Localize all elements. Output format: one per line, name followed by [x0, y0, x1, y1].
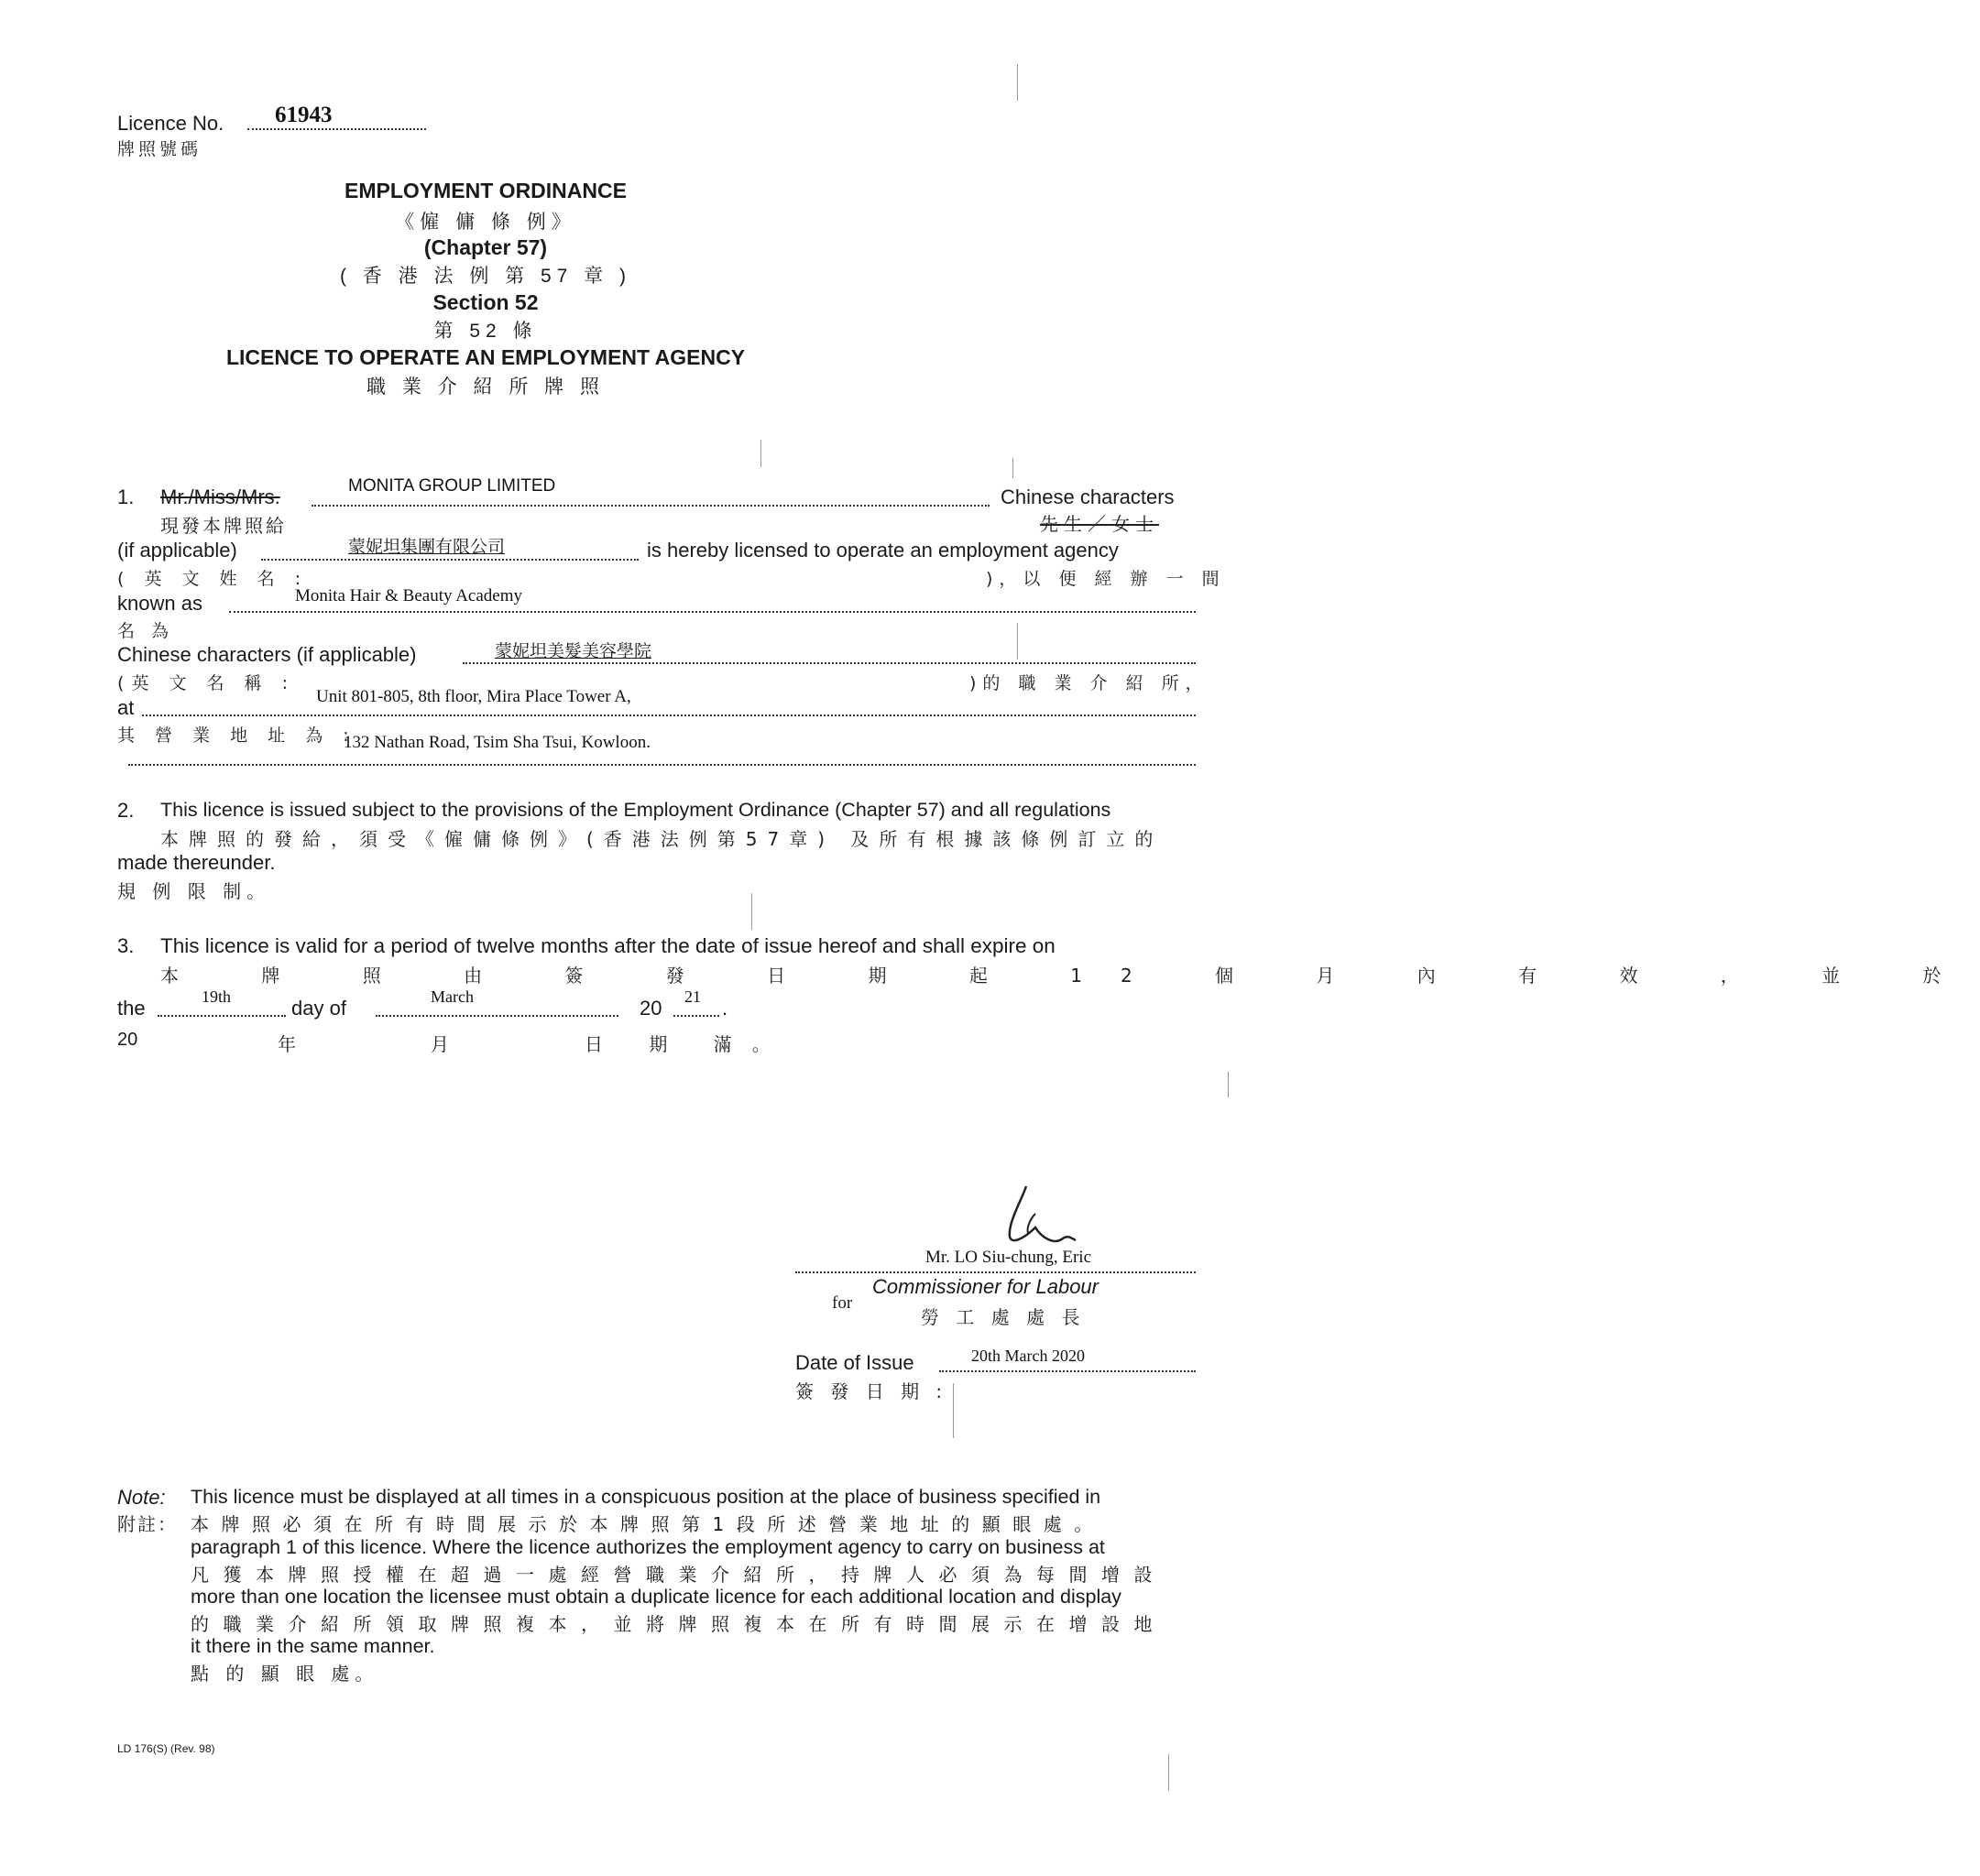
- section-title-zh: 第 52 條: [433, 321, 538, 342]
- chinese-agency-dotted-line: [463, 662, 1196, 664]
- expiry-period: .: [722, 997, 728, 1020]
- chinese-characters-label: Chinese characters: [1001, 485, 1175, 508]
- expiry-year-prefix: 20: [640, 997, 662, 1020]
- name-dotted-line: [312, 505, 990, 507]
- expiry-the-label: the: [117, 997, 146, 1020]
- expiry-year-dotted: [673, 1015, 719, 1017]
- licence-title-zh: 職 業 介 紹 所 牌 照: [366, 376, 605, 398]
- named-zh: 名 為: [117, 621, 175, 641]
- date-of-issue-dotted: [939, 1370, 1196, 1372]
- para3-number: 3.: [117, 934, 135, 957]
- expiry-year-zh: 年: [278, 1033, 305, 1055]
- english-title-zh-label: (英 文 名 稱 :: [117, 673, 295, 693]
- licence-no-label: Licence No.: [117, 112, 224, 135]
- signature-dotted-line: [795, 1271, 1196, 1273]
- note-line1: This licence must be displayed at all times in a conspicuous position at the place of business specified in: [191, 1486, 1101, 1508]
- scan-mark: [1017, 64, 1018, 101]
- licensee-name: MONITA GROUP LIMITED: [348, 476, 556, 496]
- expiry-day-dotted: [158, 1015, 286, 1017]
- known-as-dotted-line: [229, 611, 1196, 613]
- licence-no-dotted-line: [247, 128, 426, 130]
- note-line3: more than one location the licensee must obtain a duplicate licence for each additional location and display: [191, 1586, 1121, 1608]
- address-line2-dotted: [128, 764, 1196, 766]
- note-label: Note:: [117, 1486, 166, 1509]
- para1-number: 1.: [117, 485, 135, 508]
- at-label: at: [117, 696, 135, 719]
- licensed-text: is hereby licensed to operate an employment agency: [647, 539, 1119, 562]
- expiry-month-value: March: [431, 987, 474, 1006]
- address-line1: Unit 801-805, 8th floor, Mira Place Tower A,: [316, 687, 631, 706]
- ordinance-title: EMPLOYMENT ORDINANCE: [345, 179, 627, 202]
- english-name-zh-label: ( 英 文 姓 名 :: [117, 569, 309, 589]
- form-number: LD 176(S) (Rev. 98): [117, 1742, 215, 1755]
- expiry-month-dotted: [376, 1015, 618, 1017]
- expiry-day-zh: 日 期 滿。: [585, 1033, 791, 1055]
- para2-text-zh: 本牌照的發給，須受《僱傭條例》(香港法例第57章) 及所有根據該條例訂立的: [160, 828, 1164, 850]
- licence-no-label-zh: 牌照號碼: [117, 139, 202, 159]
- ordinance-title-zh: 《僱 傭 條 例》: [395, 212, 576, 233]
- for-operating-zh: )，以 便 經 辦 一 間: [986, 569, 1226, 589]
- para2-number: 2.: [117, 799, 135, 822]
- chinese-name-dotted-line: [261, 559, 639, 561]
- chinese-characters-if-applicable-label: Chinese characters (if applicable): [117, 643, 417, 666]
- signatory-name: Mr. LO Siu-chung, Eric: [925, 1248, 1092, 1267]
- chapter-title-zh: ( 香 港 法 例 第 57 章 ): [339, 266, 632, 287]
- scan-mark: [1228, 1072, 1229, 1097]
- note-line4-zh: 點 的 顯 眼 處。: [191, 1663, 379, 1685]
- for-label: for: [832, 1293, 853, 1313]
- scan-mark: [953, 1383, 954, 1438]
- licensee-name-zh: 蒙妮坦集團有限公司: [348, 537, 506, 557]
- scan-mark: [760, 440, 761, 467]
- scan-mark: [1012, 458, 1013, 478]
- expiry-year-zh-prefix: 20: [117, 1030, 138, 1050]
- agency-zh: )的 職 業 介 紹 所，: [969, 673, 1209, 693]
- note-label-zh: 附註：: [117, 1513, 178, 1535]
- issued-to-zh: 現發本牌照給: [160, 515, 287, 537]
- chapter-title: (Chapter 57): [423, 235, 548, 259]
- agency-name: Monita Hair & Beauty Academy: [295, 586, 522, 605]
- note-line3-zh: 的職業介紹所領取牌照複本，並將牌照複本在所有時間展示在增設地: [191, 1613, 1166, 1635]
- expiry-day-of-label: day of: [291, 997, 346, 1020]
- salutation: Mr./Miss/Mrs.: [160, 485, 280, 508]
- date-of-issue-label-zh: 簽 發 日 期 :: [795, 1380, 948, 1402]
- date-of-issue-label: Date of Issue: [795, 1351, 914, 1374]
- expiry-day-value: 19th: [202, 987, 232, 1006]
- commissioner-title-zh: 勞 工 處 處 長: [921, 1306, 1086, 1328]
- note-line1-zh: 本牌照必須在所有時間展示於本牌照第1段所述營業地址的顯眼處。: [191, 1513, 1105, 1535]
- expiry-year-value: 21: [684, 987, 701, 1006]
- address-line1-dotted: [142, 714, 1196, 716]
- note-line2: paragraph 1 of this licence. Where the licence authorizes the employment agency to carry on business at: [191, 1536, 1105, 1558]
- salutation-zh: 先生／女士: [1040, 513, 1159, 535]
- note-line4: it there in the same manner.: [191, 1635, 435, 1657]
- signature-scribble: [999, 1182, 1081, 1255]
- licence-title: LICENCE TO OPERATE AN EMPLOYMENT AGENCY: [225, 345, 746, 369]
- para2-text: This licence is issued subject to the provisions of the Employment Ordinance (Chapter 57) and all regulations: [160, 799, 1111, 821]
- para3-text: This licence is valid for a period of twelve months after the date of issue hereof and shall expire on: [160, 934, 1056, 957]
- section-title: Section 52: [432, 290, 539, 314]
- known-as-label: known as: [117, 592, 202, 615]
- agency-name-zh: 蒙妮坦美髮美容學院: [495, 641, 652, 661]
- scan-mark: [751, 893, 752, 930]
- scan-mark: [1168, 1754, 1169, 1791]
- date-of-issue-value: 20th March 2020: [971, 1347, 1085, 1365]
- address-zh-label: 其 營 業 地 址 為 :: [117, 725, 356, 746]
- commissioner-title: Commissioner for Labour: [872, 1275, 1099, 1298]
- note-line2-zh: 凡獲本牌照授權在超過一處經營職業介紹所，持牌人必須為每間增設: [191, 1564, 1166, 1586]
- address-line2: 132 Nathan Road, Tsim Sha Tsui, Kowloon.: [344, 733, 651, 752]
- scan-mark: [1017, 623, 1018, 660]
- licence-no-value: 61943: [275, 103, 333, 127]
- para3-text-zh: 本 牌 照 由 簽 發 日 期 起 12 個 月 內 有 效 ， 並 於: [160, 965, 1980, 987]
- para2-text2-zh: 規 例 限 制。: [117, 880, 271, 902]
- expiry-month-zh: 月: [431, 1033, 458, 1055]
- if-applicable-label: (if applicable): [117, 539, 237, 562]
- para2-text2: made thereunder.: [117, 851, 276, 874]
